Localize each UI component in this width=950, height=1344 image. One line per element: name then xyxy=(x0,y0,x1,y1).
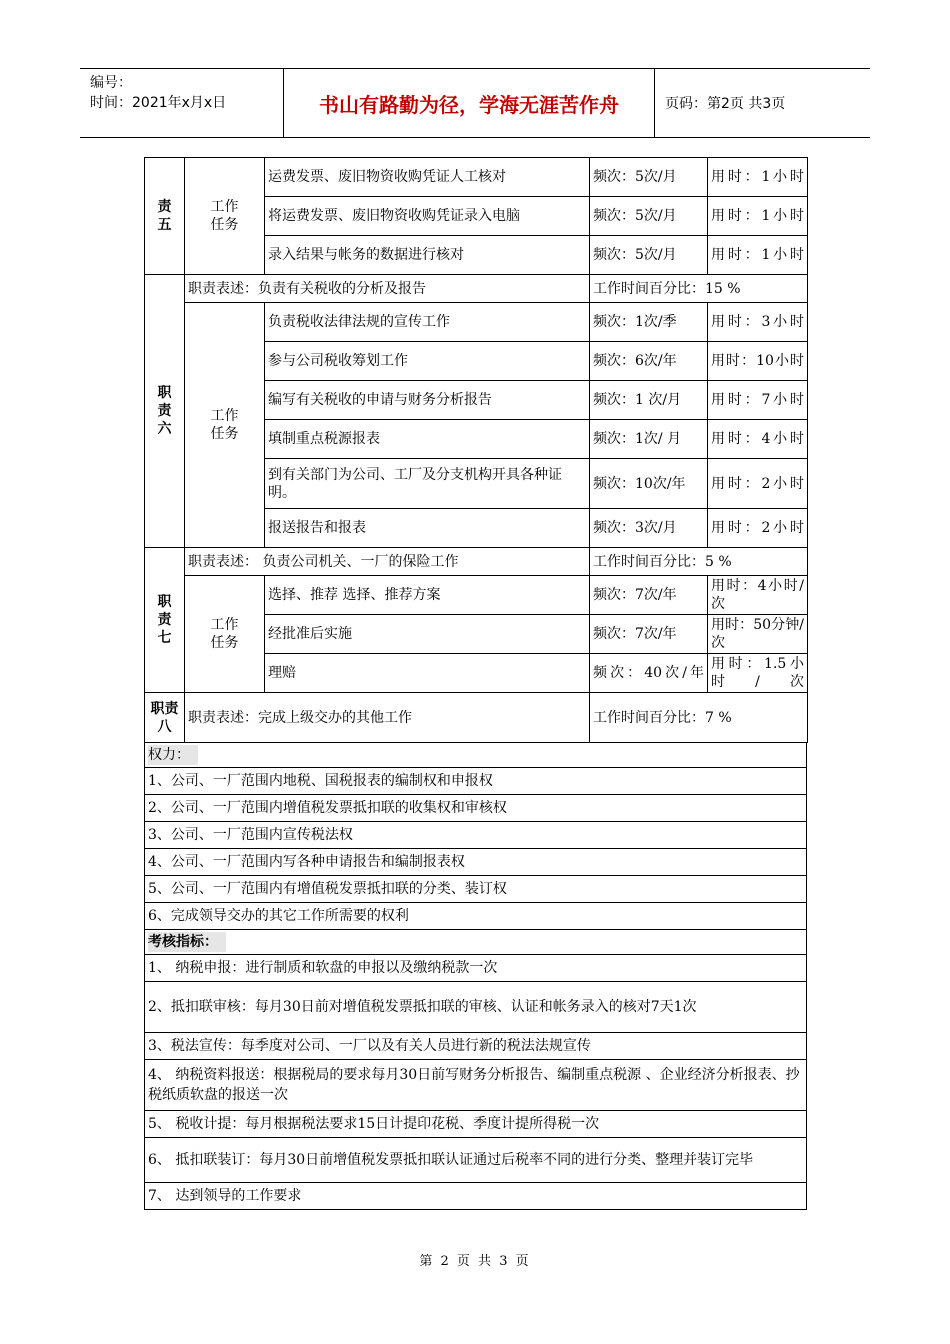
task-cell: 报送报告和报表 xyxy=(265,509,590,548)
kpi-item: 2、抵扣联审核：每月30日前对增值税发票抵扣联的审核、认证和帐务录入的核对7天1次 xyxy=(145,982,807,1033)
task-cell: 填制重点税源报表 xyxy=(265,420,590,459)
kpi-item: 1、 纳税申报：进行制质和软盘的申报以及缴纳税款一次 xyxy=(145,955,807,982)
time-cell: 用时：1.5小时/次 xyxy=(708,654,808,693)
freq-cell: 频次：1次/季 xyxy=(590,303,708,342)
duty6-label: 职 责 六 xyxy=(145,275,185,548)
duty5-task-label: 工作 任务 xyxy=(185,158,265,275)
time-cell: 用时：4小时/次 xyxy=(708,576,808,615)
time-cell: 用时：3小时 xyxy=(708,303,808,342)
task-cell: 负责税收法律法规的宣传工作 xyxy=(265,303,590,342)
time-cell: 用时：2小时 xyxy=(708,459,808,509)
duty8-label: 职责 八 xyxy=(145,693,185,743)
header-motto: 书山有路勤为径，学海无涯苦作舟 xyxy=(319,92,619,117)
powers-table xyxy=(144,742,807,930)
header-divider xyxy=(654,69,655,137)
freq-cell: 频次：5次/月 xyxy=(590,158,708,197)
job-description xyxy=(144,157,807,1210)
kpi-table xyxy=(144,929,807,1210)
power-item: 1、公司、一厂范围内地税、国税报表的编制权和申报权 xyxy=(145,768,807,795)
power-item: 5、公司、一厂范围内有增值税发票抵扣联的分类、装订权 xyxy=(145,876,807,903)
duty8-percent: 工作时间百分比：7 % xyxy=(590,693,808,743)
kpi-item: 4、 纳税资料报送：根据税局的要求每月30日前写财务分析报告、编制重点税源 、企业经济分析报表、抄税纸质软盘的报送一次 xyxy=(145,1060,807,1111)
kpi-item: 5、 税收计提：每月根据税法要求15日计提印花税、季度计提所得税一次 xyxy=(145,1111,807,1138)
kpi-item: 7、 达到领导的工作要求 xyxy=(145,1183,807,1210)
task-cell: 选择、推荐 选择、推荐方案 xyxy=(265,576,590,615)
page-footer: 第 2 页 共 3 页 xyxy=(419,1254,531,1269)
power-item: 2、公司、一厂范围内增值税发票抵扣联的收集权和审核权 xyxy=(145,795,807,822)
duty-table xyxy=(144,157,808,743)
page-header xyxy=(80,68,870,138)
time-cell: 用时：1小时 xyxy=(708,158,808,197)
duty6-task-label: 工作 任务 xyxy=(185,303,265,548)
duty6-desc: 职责表述：负责有关税收的分析及报告 xyxy=(185,275,590,303)
header-meta xyxy=(90,73,280,113)
time-cell: 用时：1小时 xyxy=(708,236,808,275)
time-label: 时间：2021年x月x日 xyxy=(90,95,227,111)
task-cell: 参与公司税收筹划工作 xyxy=(265,342,590,381)
duty5-label: 责 五 xyxy=(145,158,185,275)
freq-cell: 频次：3次/月 xyxy=(590,509,708,548)
duty7-percent: 工作时间百分比：5 % xyxy=(590,548,808,576)
duty7-task-label: 工作 任务 xyxy=(185,576,265,693)
time-cell: 用时：1小时 xyxy=(708,197,808,236)
page-info: 页码：第2页 共3页 xyxy=(665,96,786,112)
freq-cell: 频次：5次/月 xyxy=(590,197,708,236)
freq-cell: 频次：7次/年 xyxy=(590,615,708,654)
freq-cell: 频次：5次/月 xyxy=(590,236,708,275)
kpi-title: 考核指标： xyxy=(148,932,226,952)
freq-cell: 频次：10次/年 xyxy=(590,459,708,509)
freq-cell: 频次：7次/年 xyxy=(590,576,708,615)
task-cell: 理赔 xyxy=(265,654,590,693)
task-cell: 到有关部门为公司、工厂及分支机构开具各种证明。 xyxy=(265,459,590,509)
task-cell: 将运费发票、废旧物资收购凭证录入电脑 xyxy=(265,197,590,236)
task-cell: 录入结果与帐务的数据进行核对 xyxy=(265,236,590,275)
duty7-desc: 职责表述： 负责公司机关、一厂的保险工作 xyxy=(185,548,590,576)
duty8-desc: 职责表述：完成上级交办的其他工作 xyxy=(185,693,590,743)
kpi-item: 3、税法宣传：每季度对公司、一厂以及有关人员进行新的税法法规宣传 xyxy=(145,1033,807,1060)
time-cell: 用时：4小时 xyxy=(708,420,808,459)
freq-cell: 频次：40次/年 xyxy=(590,654,708,693)
task-cell: 编写有关税收的申请与财务分析报告 xyxy=(265,381,590,420)
number-label: 编号： xyxy=(90,75,132,91)
power-item: 4、公司、一厂范围内写各种申请报告和编制报表权 xyxy=(145,849,807,876)
duty6-percent: 工作时间百分比：15 % xyxy=(590,275,808,303)
kpi-item: 6、 抵扣联装订：每月30日前增值税发票抵扣联认证通过后税率不同的进行分类、整理并装订完毕 xyxy=(145,1138,807,1183)
task-cell: 经批准后实施 xyxy=(265,615,590,654)
time-cell: 用时：2小时 xyxy=(708,509,808,548)
time-cell: 用时：50分钟/次 xyxy=(708,615,808,654)
powers-title: 权力： xyxy=(148,745,198,765)
freq-cell: 频次：1次/ 月 xyxy=(590,420,708,459)
duty7-label: 职 责 七 xyxy=(145,548,185,693)
freq-cell: 频次：6次/年 xyxy=(590,342,708,381)
task-cell: 运费发票、废旧物资收购凭证人工核对 xyxy=(265,158,590,197)
power-item: 3、公司、一厂范围内宣传税法权 xyxy=(145,822,807,849)
time-cell: 用时：7小时 xyxy=(708,381,808,420)
freq-cell: 频次：1 次/月 xyxy=(590,381,708,420)
time-cell: 用时：10小时 xyxy=(708,342,808,381)
power-item: 6、完成领导交办的其它工作所需要的权利 xyxy=(145,903,807,930)
